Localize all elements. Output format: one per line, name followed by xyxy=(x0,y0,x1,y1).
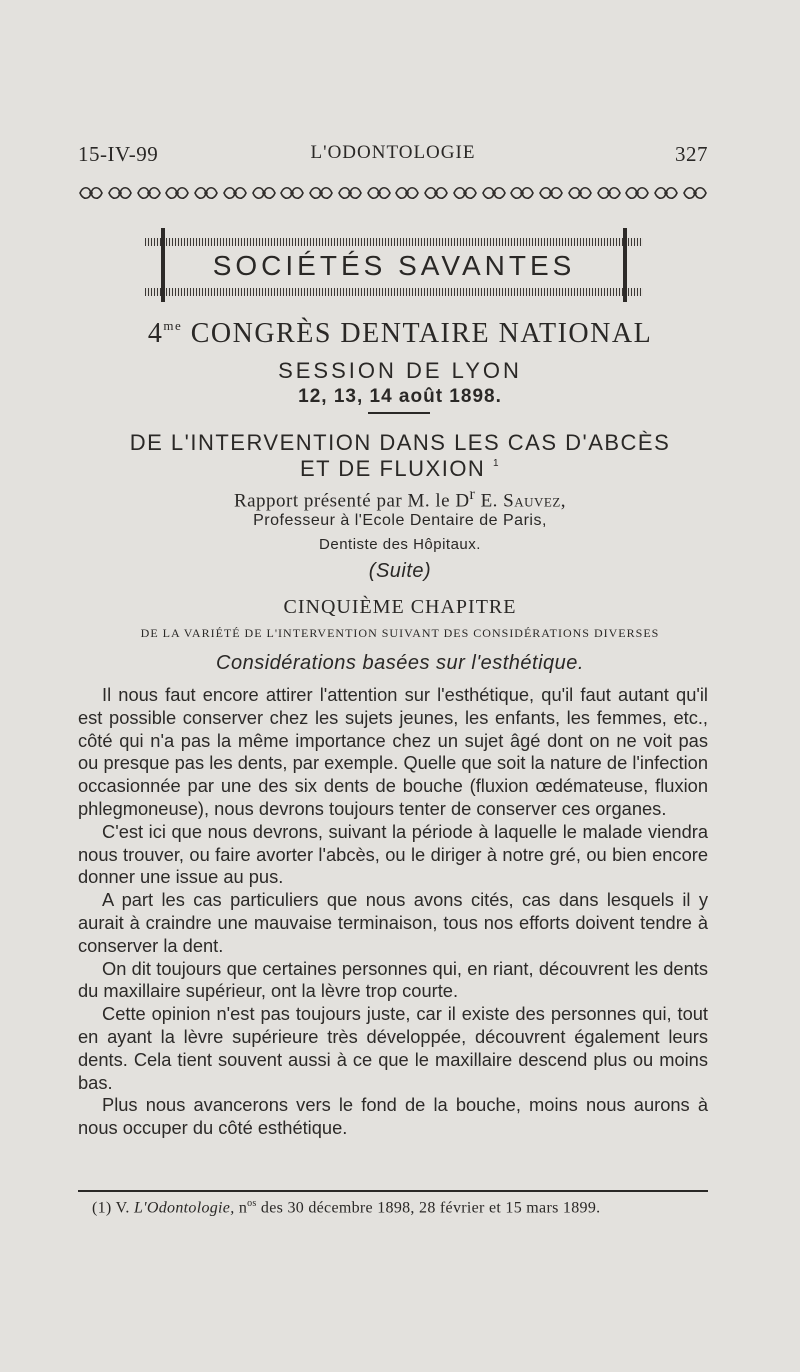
ornament-icon xyxy=(481,184,507,202)
body-text xyxy=(78,684,708,1140)
ornament-icon xyxy=(308,184,334,202)
byline xyxy=(0,486,800,512)
section-heading: Considérations basées sur l'esthétique. xyxy=(216,652,584,674)
banner-rule-bottom xyxy=(145,288,643,296)
ornament-icon xyxy=(164,184,190,202)
author-affiliation-2: Dentiste des Hôpitaux. xyxy=(319,536,481,553)
footnote-journal: L'Odontologie, xyxy=(133,1199,235,1217)
short-rule xyxy=(368,412,430,414)
congress-name: CONGRÈS DENTAIRE NATIONAL xyxy=(190,318,653,349)
footnote-reference: 1 xyxy=(492,458,501,469)
ornament-icon xyxy=(538,184,564,202)
session-dates: 12, 13, 14 août 1898. xyxy=(298,386,502,407)
ornament-icon xyxy=(78,184,104,202)
ornament-icon xyxy=(193,184,219,202)
issue-date: 15-IV-99 xyxy=(78,142,159,166)
ornament-icon xyxy=(394,184,420,202)
byline-sup: r xyxy=(469,486,476,503)
author-name: E. Sauvez, xyxy=(475,490,567,512)
chapter-subtitle: DE LA VARIÉTÉ DE L'INTERVENTION SUIVANT DES CONSIDÉRATIONS DIVERSES xyxy=(140,626,660,640)
article-title-line2 xyxy=(0,456,800,482)
chapter-title: CINQUIÈME CHAPITRE xyxy=(283,596,517,618)
ornament-icon xyxy=(653,184,679,202)
continuation-note: (Suite) xyxy=(368,560,432,582)
article-title-line1: DE L'INTERVENTION DANS LES CAS D'ABCÈS xyxy=(129,430,671,455)
ornament-icon xyxy=(279,184,305,202)
paragraph: Cette opinion n'est pas toujours juste, car il existe des personnes qui, tout en ayant la lèvre supérieure très développée, découvrent également leurs dents. Cela tient souvent aussi à ce que le maxillaire descend plus ou moins bas. xyxy=(78,1003,708,1093)
footnote-marker: (1) V. xyxy=(92,1199,130,1217)
ornament-icon xyxy=(567,184,593,202)
session-title: SESSION DE LYON xyxy=(278,358,522,383)
paragraph: A part les cas particuliers que nous avons cités, cas dans lesquels il y aurait à craindre une mauvaise terminaison, tous nos efforts doivent tendre à conserver la dent. xyxy=(78,889,708,956)
ornament-icon xyxy=(337,184,363,202)
congress-title xyxy=(0,318,800,350)
ornament-icon xyxy=(452,184,478,202)
congress-ordinal: 4 xyxy=(147,318,164,349)
ornament-icon xyxy=(136,184,162,202)
ornament-icon xyxy=(366,184,392,202)
footnote-rule xyxy=(78,1190,708,1192)
ornament-icon xyxy=(682,184,708,202)
article-title-text: ET DE FLUXION xyxy=(299,456,486,481)
banner-title: SOCIÉTÉS SAVANTES xyxy=(212,250,576,281)
ornament-icon xyxy=(596,184,622,202)
banner-rule-top xyxy=(145,238,643,246)
paragraph: Plus nous avancerons vers le fond de la bouche, moins nous aurons à nous occuper du côté esthétique. xyxy=(78,1094,708,1139)
page-number: 327 xyxy=(675,142,708,166)
ornament-icon xyxy=(423,184,449,202)
congress-ordinal-suffix: me xyxy=(163,318,183,333)
paragraph: Il nous faut encore attirer l'attention sur l'esthétique, qu'il faut autant qu'il est possible conserver chez les sujets jeunes, les enfants, les femmes, etc., côté qui n'a pas la même importance chez un sujet âgé dont on ne voit pas ou presque pas les dents, par exemple. Quelle que soit la nature de l'infection occasionnée par une des six dents de bouche (fluxion œdémateuse, fluxion phlegmoneuse), nous devrons toujours tenter de conserver ces organes. xyxy=(78,684,708,819)
section-banner xyxy=(145,228,643,302)
footnote xyxy=(92,1198,712,1217)
footnote-text: des 30 décembre 1898, 28 février et 15 mars 1899. xyxy=(256,1199,601,1217)
footnote-nos: n xyxy=(238,1199,248,1217)
paragraph: On dit toujours que certaines personnes qui, en riant, découvrent les dents du maxillaire supérieur, ont la lèvre trop courte. xyxy=(78,957,708,1002)
ornament-icon xyxy=(107,184,133,202)
ornament-icon xyxy=(222,184,248,202)
ornament-icon xyxy=(509,184,535,202)
journal-name: L'ODONTOLOGIE xyxy=(310,142,476,163)
ornament-icon xyxy=(624,184,650,202)
byline-prefix: Rapport présenté par M. le D xyxy=(233,490,470,512)
ornament-icon xyxy=(251,184,277,202)
ornament-border xyxy=(78,184,708,208)
running-head xyxy=(78,142,708,172)
footnote-nos-sup: os xyxy=(247,1198,257,1209)
author-affiliation-1: Professeur à l'Ecole Dentaire de Paris, xyxy=(253,512,547,529)
paragraph: C'est ici que nous devrons, suivant la période à laquelle le malade viendra nous trouver, ou faire avorter l'abcès, ou le diriger à notre gré, ou bien encore donner une issue au pus. xyxy=(78,820,708,888)
